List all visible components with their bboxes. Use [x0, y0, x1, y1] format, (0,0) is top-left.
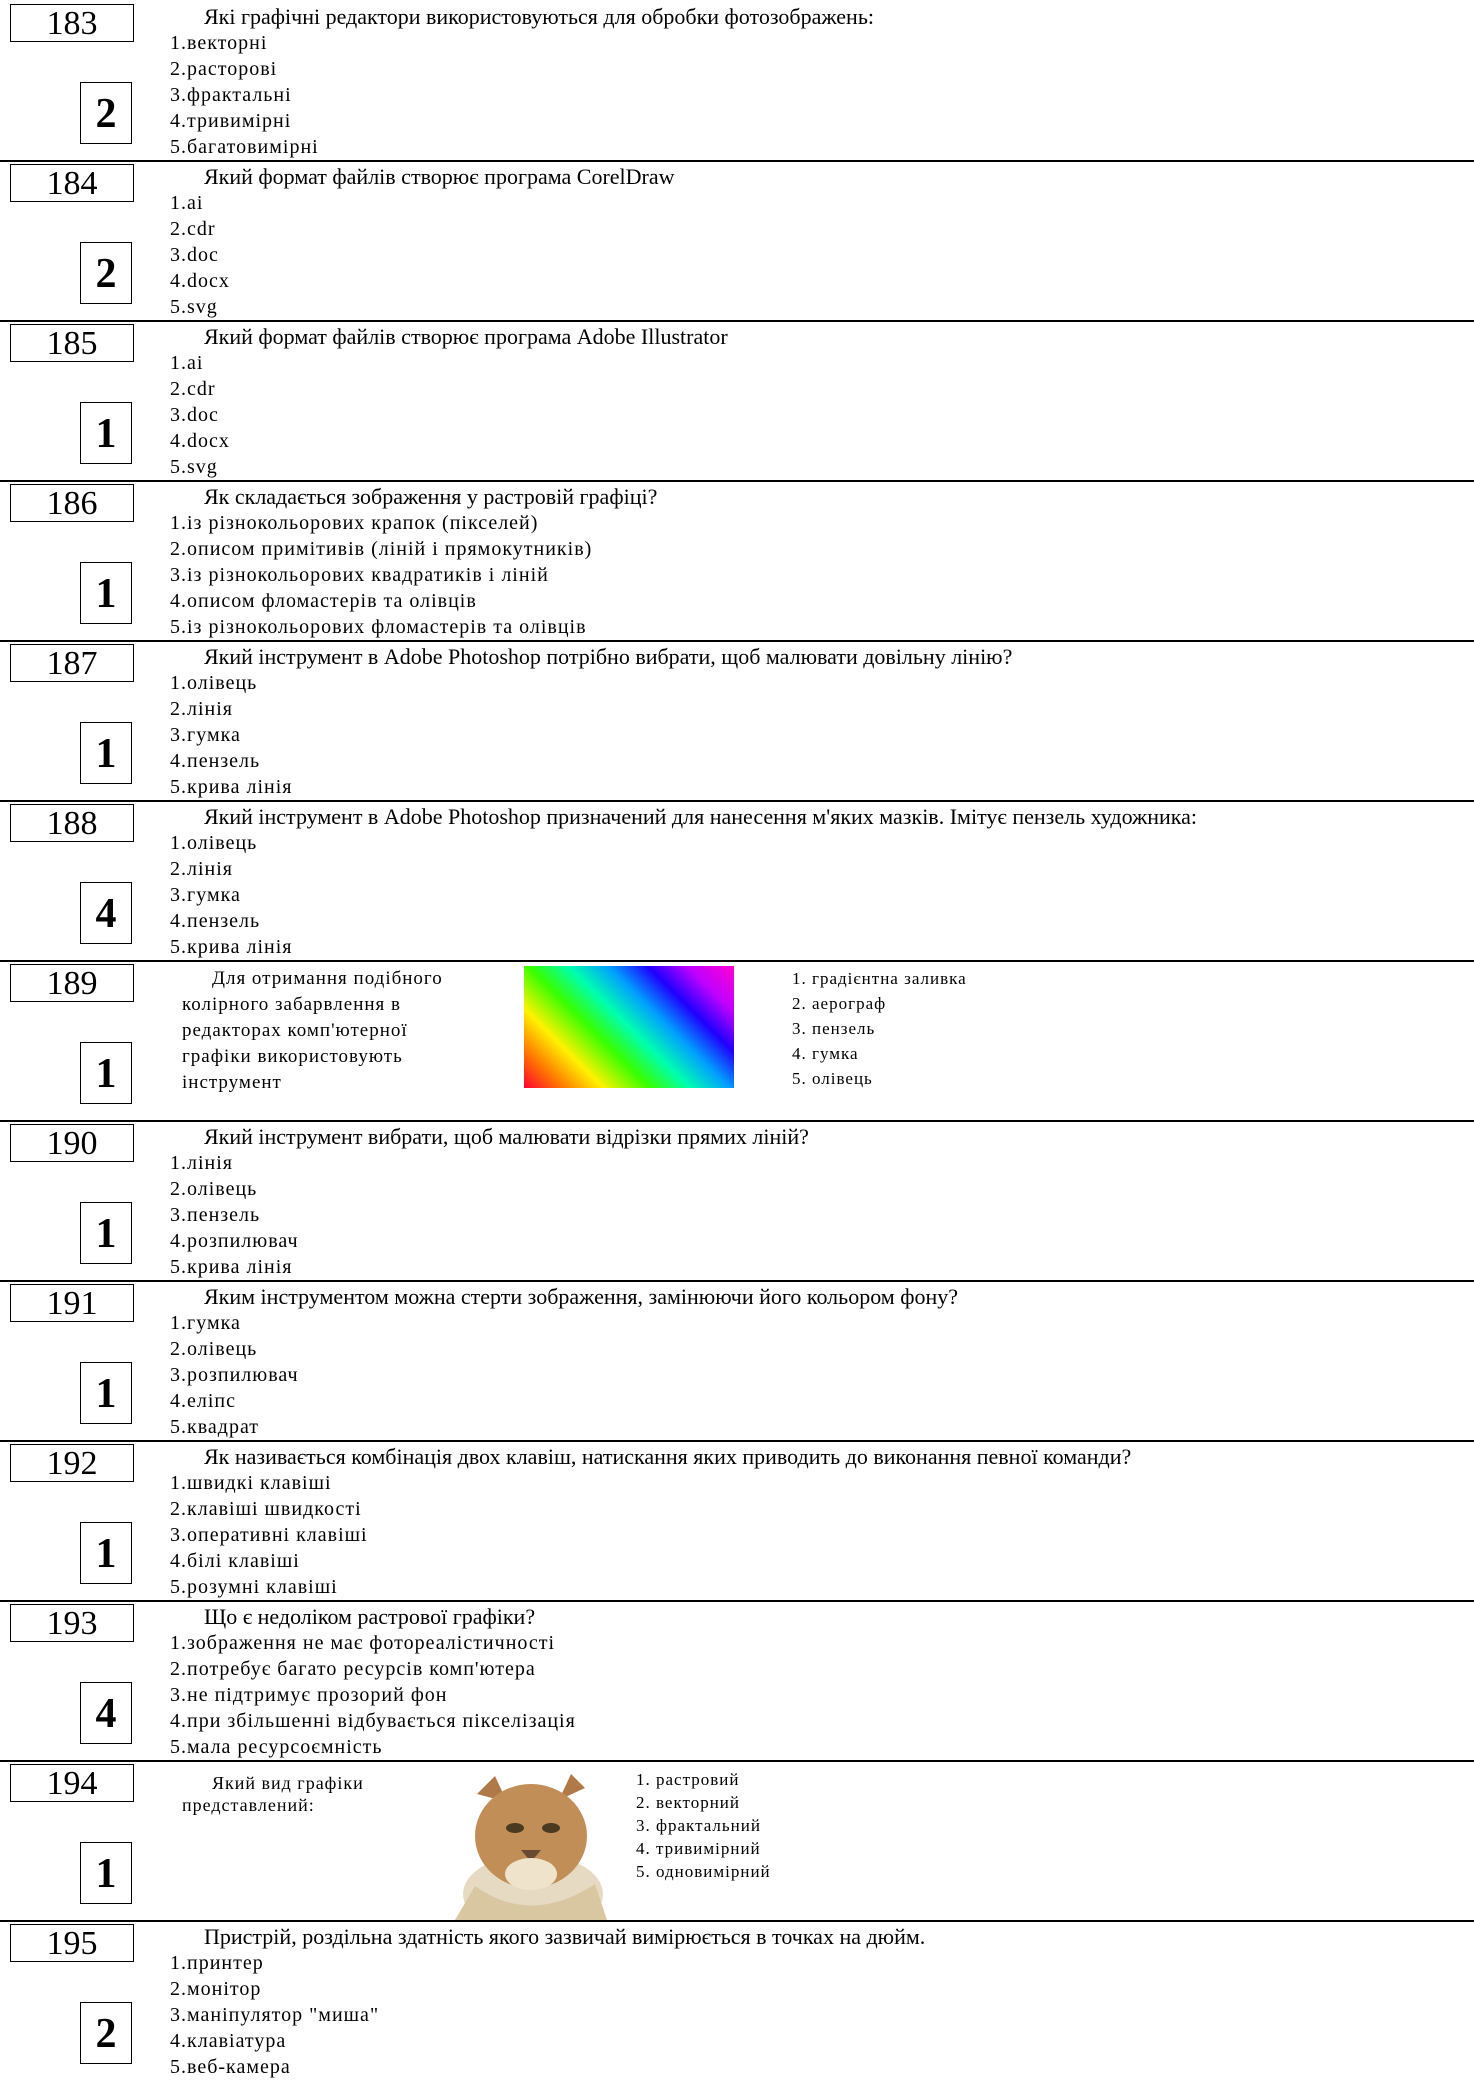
option: 5.розумні клавіші	[170, 1576, 338, 1598]
question-block-193	[0, 1600, 1474, 1760]
option: 4.пензель	[170, 910, 261, 932]
answer-box: 2	[80, 82, 132, 144]
answer-box: 2	[80, 2002, 132, 2064]
question-number: 187	[10, 644, 134, 682]
option: 5.веб-камера	[170, 2056, 291, 2078]
option: 5. олівець	[792, 1069, 873, 1088]
question-text-line: представлений:	[182, 1795, 315, 1815]
question-text: Яким інструментом можна стерти зображення, замінюючи його кольором фону?	[204, 1284, 958, 1309]
option: 3.фрактальні	[170, 84, 292, 106]
option: 3.оперативні клавіші	[170, 1524, 368, 1546]
divider	[0, 160, 1474, 162]
answer-box: 1	[80, 1202, 132, 1264]
option: 4.docx	[170, 270, 230, 292]
options-list	[170, 670, 292, 800]
option: 1.ai	[170, 352, 204, 374]
option: 5.svg	[170, 296, 218, 318]
option: 4. тривимірний	[636, 1839, 761, 1858]
options-list	[170, 510, 592, 640]
options-list	[170, 830, 292, 960]
option: 1.олівець	[170, 832, 258, 854]
option: 1. растровий	[636, 1770, 740, 1789]
option: 2.cdr	[170, 378, 216, 400]
option: 3.маніпулятор "миша"	[170, 2004, 380, 2026]
question-text: Що є недоліком растрової графіки?	[204, 1604, 536, 1629]
question-number: 188	[10, 804, 134, 842]
option: 1. градієнтна заливка	[792, 969, 967, 988]
question-block-188	[0, 800, 1474, 960]
option: 3.пензель	[170, 1204, 261, 1226]
question-text: Який інструмент в Adobe Photoshop потрібно вибрати, щоб малювати довільну лінію?	[204, 644, 1013, 669]
answer-box: 2	[80, 242, 132, 304]
answer-box: 1	[80, 1522, 132, 1584]
question-number: 192	[10, 1444, 134, 1482]
question-text	[182, 1772, 364, 1816]
answer-box: 1	[80, 402, 132, 464]
question-text: Який інструмент в Adobe Photoshop призначений для нанесення м'яких мазків. Імітує пензель художника:	[204, 804, 1197, 829]
question-block-190	[0, 1120, 1474, 1280]
question-number: 195	[10, 1924, 134, 1962]
option: 4.тривимірні	[170, 110, 292, 132]
option: 1.із різнокольорових крапок (пікселей)	[170, 512, 539, 534]
divider	[0, 1120, 1474, 1122]
option: 2. векторний	[636, 1793, 741, 1812]
option: 4.описом фломастерів та олівців	[170, 590, 477, 612]
question-text: Який інструмент вибрати, щоб малювати відрізки прямих ліній?	[204, 1124, 809, 1149]
option: 3.гумка	[170, 884, 241, 906]
option: 5.крива лінія	[170, 776, 293, 798]
option: 1.зображення не має фотореалістичності	[170, 1632, 556, 1654]
option: 5. одновимірний	[636, 1862, 771, 1881]
divider	[0, 960, 1474, 962]
question-text-line: Який вид графіки	[212, 1773, 364, 1793]
option: 4. гумка	[792, 1044, 859, 1063]
question-block-189	[0, 960, 1474, 1120]
option: 3.гумка	[170, 724, 241, 746]
question-text: Який формат файлів створює програма CorelDraw	[204, 164, 675, 189]
question-block-186	[0, 480, 1474, 640]
answer-box: 1	[80, 1362, 132, 1424]
option: 5.із різнокольорових фломастерів та олівців	[170, 616, 587, 638]
options-list	[170, 350, 230, 480]
options-list	[636, 1768, 771, 1883]
question-number: 190	[10, 1124, 134, 1162]
question-text	[182, 966, 443, 1096]
option: 2.олівець	[170, 1178, 258, 1200]
question-number: 185	[10, 324, 134, 362]
cougar-photo	[455, 1766, 607, 1920]
answer-box: 4	[80, 882, 132, 944]
question-number: 189	[10, 964, 134, 1002]
option: 2.клавіші швидкості	[170, 1498, 362, 1520]
option: 3. пензель	[792, 1019, 876, 1038]
options-list	[170, 1630, 576, 1760]
question-number: 186	[10, 484, 134, 522]
option: 2.потребує багато ресурсів комп'ютера	[170, 1658, 536, 1680]
question-block-183	[0, 0, 1474, 160]
answer-box: 1	[80, 1842, 132, 1904]
question-number: 191	[10, 1284, 134, 1322]
option: 2.расторові	[170, 58, 278, 80]
divider	[0, 1760, 1020, 1762]
question-number: 184	[10, 164, 134, 202]
option: 5.svg	[170, 456, 218, 478]
options-list	[170, 190, 230, 320]
gradient-sample-image	[524, 966, 734, 1088]
question-block-192	[0, 1440, 1474, 1600]
options-list	[170, 1470, 368, 1600]
options-list	[170, 1310, 299, 1440]
divider	[0, 1440, 1474, 1442]
option: 3.doc	[170, 404, 219, 426]
option: 2. аерограф	[792, 994, 887, 1013]
option: 2.описом примітивів (ліній і прямокутників)	[170, 538, 593, 560]
options-list	[792, 966, 967, 1091]
option: 5.крива лінія	[170, 1256, 293, 1278]
options-list	[170, 1150, 299, 1280]
divider	[0, 640, 1474, 642]
question-block-194	[0, 1760, 1474, 1920]
question-text: Які графічні редактори використовуються для обробки фотозображень:	[204, 4, 874, 29]
question-text: Який формат файлів створює програма Adobe Illustrator	[204, 324, 728, 349]
answer-box: 1	[80, 722, 132, 784]
option: 3.не підтримує прозорий фон	[170, 1684, 448, 1706]
question-text: Як складається зображення у растровій графіці?	[204, 484, 658, 509]
question-block-185	[0, 320, 1474, 480]
divider	[0, 480, 1474, 482]
option: 4.еліпс	[170, 1390, 236, 1412]
question-number: 193	[10, 1604, 134, 1642]
option: 1.гумка	[170, 1312, 241, 1334]
divider	[0, 320, 1474, 322]
question-block-184	[0, 160, 1474, 320]
option: 5.квадрат	[170, 1416, 260, 1438]
question-block-191	[0, 1280, 1474, 1440]
divider-right	[1020, 1760, 1474, 1762]
question-text-line: колірного забарвлення в	[182, 994, 401, 1015]
question-text: Як називається комбінація двох клавіш, натискання яких приводить до виконання певної команди?	[204, 1444, 1132, 1469]
option: 4.пензель	[170, 750, 261, 772]
option: 1.ai	[170, 192, 204, 214]
option: 1.лінія	[170, 1152, 233, 1174]
option: 2.лінія	[170, 698, 233, 720]
option: 4.при збільшенні відбувається пікселізація	[170, 1710, 576, 1732]
option: 4.білі клавіші	[170, 1550, 300, 1572]
question-block-187	[0, 640, 1474, 800]
question-text-line: інструмент	[182, 1072, 282, 1093]
option: 4.розпилювач	[170, 1230, 299, 1252]
question-number: 194	[10, 1764, 134, 1802]
divider	[0, 1600, 1474, 1602]
divider	[0, 800, 1474, 802]
option: 1.олівець	[170, 672, 258, 694]
option: 4.клавіатура	[170, 2030, 287, 2052]
question-block-195	[0, 1920, 1474, 2076]
question-text-line: редакторах комп'ютерної	[182, 1020, 408, 1041]
question-text-line: графіки використовують	[182, 1046, 403, 1067]
option: 5.багатовимірні	[170, 136, 319, 158]
option: 3.розпилювач	[170, 1364, 299, 1386]
option: 2.монітор	[170, 1978, 262, 2000]
option: 5.крива лінія	[170, 936, 293, 958]
option: 2.cdr	[170, 218, 216, 240]
option: 3.doc	[170, 244, 219, 266]
options-list	[170, 1950, 379, 2080]
option: 3. фрактальний	[636, 1816, 761, 1835]
divider	[0, 1280, 1474, 1282]
option: 5.мала ресурсоємність	[170, 1736, 383, 1758]
question-text-line: Для отримання подібного	[212, 968, 443, 989]
option: 2.лінія	[170, 858, 233, 880]
question-text: Пристрій, роздільна здатність якого зазвичай вимірюється в точках на дюйм.	[204, 1924, 926, 1949]
option: 4.docx	[170, 430, 230, 452]
options-list	[170, 30, 319, 160]
answer-box: 1	[80, 562, 132, 624]
question-number: 183	[10, 4, 134, 42]
option: 1.швидкі клавіші	[170, 1472, 332, 1494]
divider	[0, 1920, 1474, 1922]
answer-box: 4	[80, 1682, 132, 1744]
option: 1.векторні	[170, 32, 268, 54]
option: 3.із різнокольорових квадратиків і ліній	[170, 564, 549, 586]
option: 1.принтер	[170, 1952, 264, 1974]
option: 2.олівець	[170, 1338, 258, 1360]
answer-box: 1	[80, 1042, 132, 1104]
